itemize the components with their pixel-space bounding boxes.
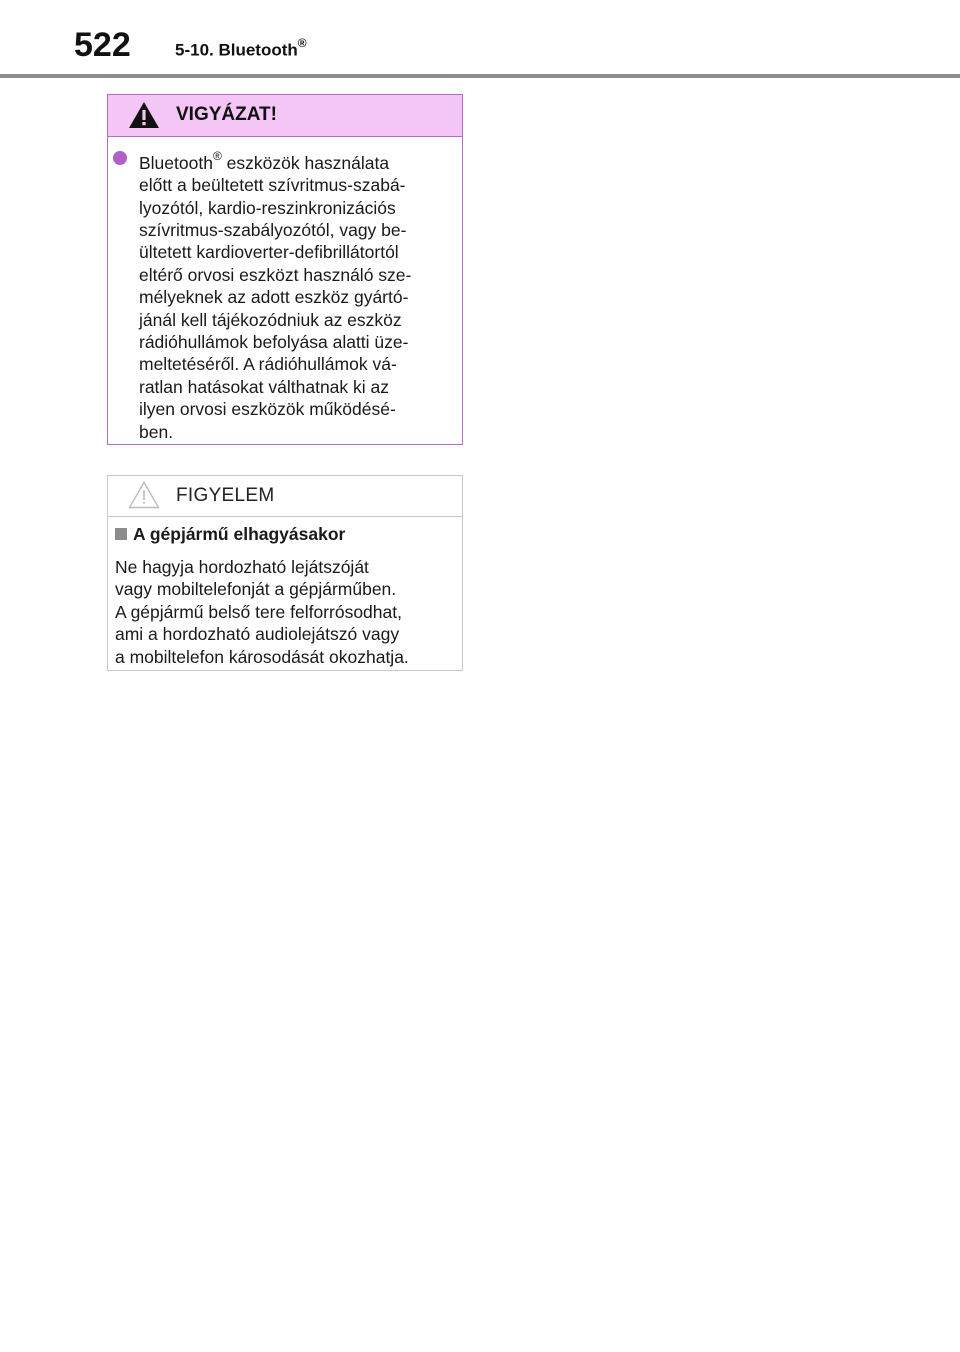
warning-paragraph: előtt a beültetett szívritmus-szabá- lyozótól, kardio-reszinkronizációs szívritmus-szabályozótól, vagy be- ültetett kardioverter-defibrillátortól eltérő orvosi eszközt használó sze- mélyeknek az adott eszköz gyártó- jánál kell tájékozódniuk az eszköz rádióhullámok befolyása alatti üze- meltetéséről. A rádióhullámok vá- ratlan hatásokat válthatnak ki az ilyen orvosi eszközök működésé- ben.	[139, 175, 412, 442]
notice-paragraph: Ne hagyja hordozható lejátszóját vagy mobiltelefonját a gépjárműben. A gépjármű belső tere felforrósodhat, ami a hordozható audiolejátszó vagy a mobiltelefon károsodását okozhatja.	[115, 557, 409, 667]
section-title	[175, 38, 307, 61]
registered-mark: ®	[212, 149, 222, 163]
warning-triangle-icon	[128, 101, 160, 129]
notice-title: FIGYELEM	[176, 485, 275, 506]
warning-box	[107, 94, 463, 445]
warning-first-word: Bluetooth	[139, 152, 213, 173]
notice-subheading-text: A gépjármű elhagyásakor	[133, 524, 346, 544]
notice-triangle-icon	[128, 481, 160, 509]
warning-first-rest: eszközök használata	[221, 152, 390, 173]
notice-header	[108, 476, 462, 517]
warning-first-line	[139, 147, 448, 174]
page-header	[0, 0, 960, 78]
section-title-text: 5-10. Bluetooth	[175, 40, 298, 60]
square-bullet-icon	[115, 528, 127, 540]
warning-title: VIGYÁZAT!	[176, 104, 277, 125]
warning-text	[139, 147, 448, 443]
notice-box	[107, 475, 463, 671]
warning-header	[108, 95, 462, 137]
notice-subheading	[113, 523, 452, 547]
warning-body	[108, 137, 462, 443]
header-divider	[0, 74, 960, 78]
notice-body	[108, 517, 462, 668]
registered-mark: ®	[297, 36, 307, 50]
bullet-dot	[113, 151, 127, 165]
page-number: 522	[74, 26, 131, 64]
